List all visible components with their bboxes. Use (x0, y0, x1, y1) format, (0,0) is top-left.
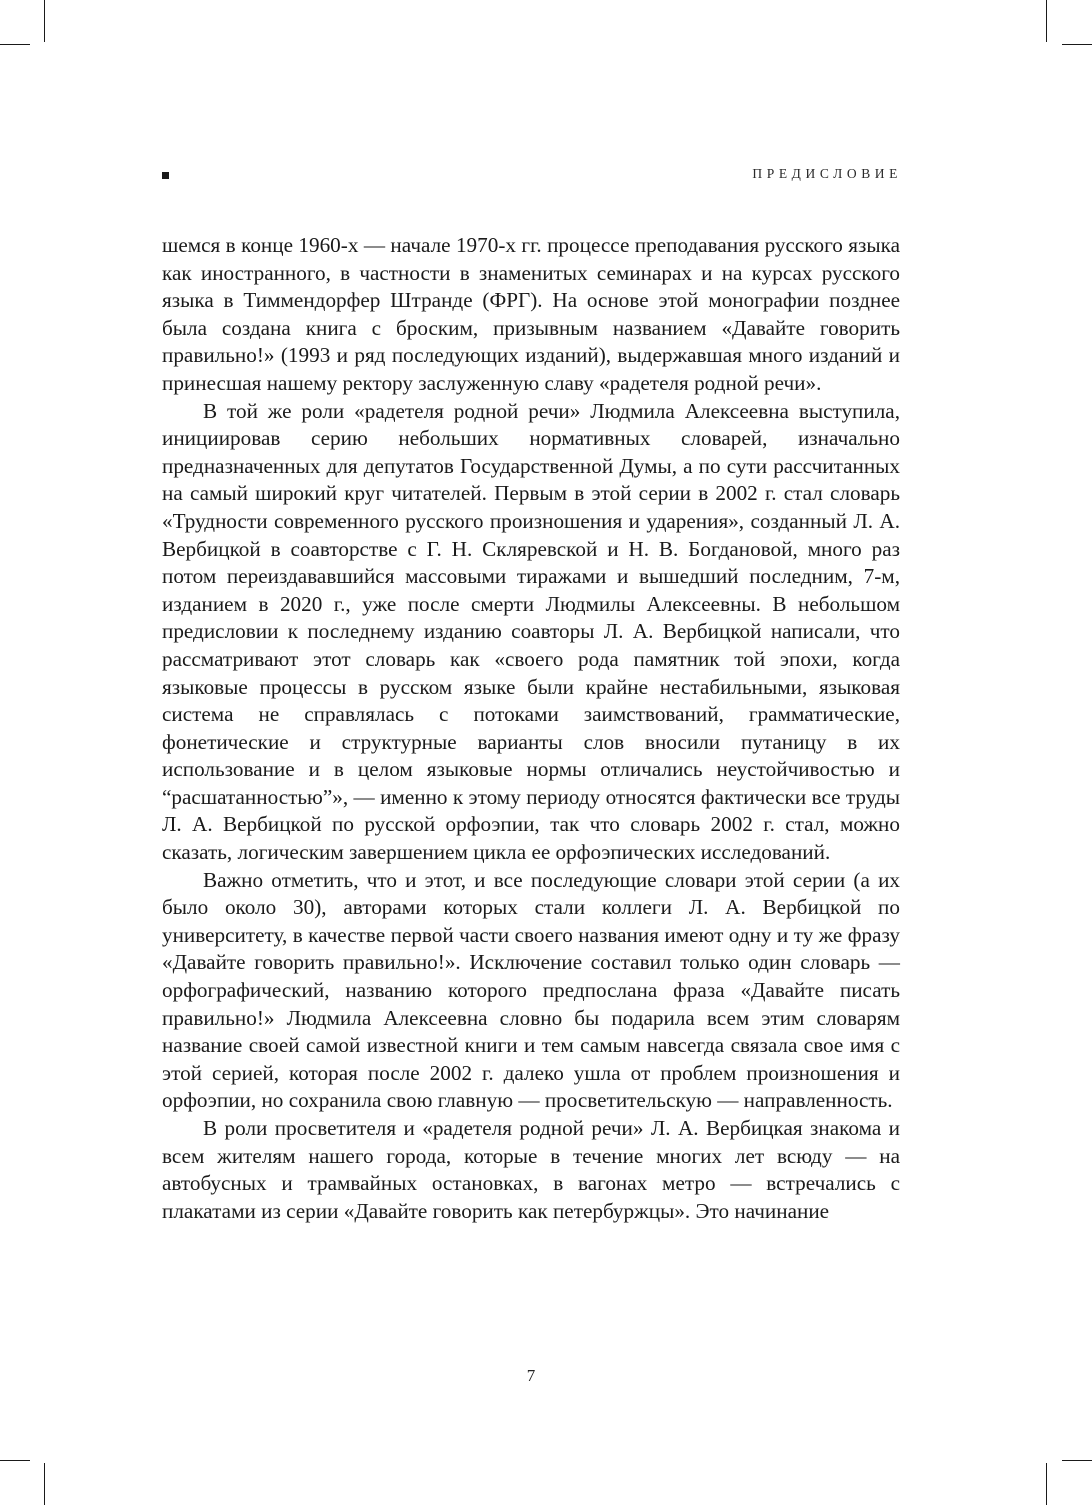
paragraph-3: Важно отметить, что и этот, и все последующие словари этой серии (а их было около 30), авторами которых стали коллеги Л. А. Вербицкой по университету, в качестве первой части своего названия имеют одну и ту же фразу «Давайте говорить правильно!». Исключение составил только один словарь — орфографический, названию которого предпослана фраза «Давайте писать правильно!» Людмила Алексеевна словно бы подарила всем этим словарям название своей самой известной книги и тем самым навсегда связала свое имя с этой серией, которая после 2002 г. далеко ушла от проблем произношения и орфоэпии, но сохранила свою главную — просветительскую — направленность. (162, 867, 900, 1113)
crop-mark-top-left (44, 0, 45, 42)
paragraph-2: В той же роли «радетеля родной речи» Людмила Алексеевна выступила, инициировав серию небольших нормативных словарей, изначально предназначенных для депутатов Государственной Думы, а по сути рассчитанных на самый широкий круг читателей. Первым в этой серии в 2002 г. стал словарь «Трудности современного русского произношения и ударения», созданный Л. А. Вербицкой в соавторстве с Г. Н. Скляревской и Н. В. Богдановой, много раз потом переиздававшийся массовыми тиражами и вышедший последним, 7-м, изданием в 2020 г., уже после смерти Людмилы Алексеевны. В небольшом предисловии к последнему изданию соавторы Л. А. Вербицкой написали, что рассматривают этот словарь как «своего рода памятник той эпохи, когда языковые процессы в русском языке были крайне нестабильными, языковая система не справлялась с потоками заимствований, грамматические, фонетические и структурные варианты слов вносили путаницу в их использование и в целом языковые нормы отличались неустойчивостью и “расшатанностью”», — именно к этому периоду относятся фактически все труды Л. А. Вербицкой по русской орфоэпии, так что словарь 2002 г. стал, можно сказать, логическим завершением цикла ее орфоэпических исследований. (162, 398, 900, 865)
crop-mark-top-right (1046, 0, 1047, 42)
paragraph-1: шемся в конце 1960-х — начале 1970-х гг. процессе преподавания русского языка как иностранного, в частности в знаменитых семинарах и на курсах русского языка в Тиммендорфер Штранде (ФРГ). На основе этой монографии позднее была создана книга с броским, призывным названием «Давайте говорить правильно!» (1993 и ряд последующих изданий), выдержавшая много изданий и принесшая нашему ректору заслуженную славу «радетеля родной речи». (162, 233, 900, 395)
paragraph-4: В роли просветителя и «радетеля родной речи» Л. А. Вербицкая знакома и всем жителям нашего города, которые в течение многих лет всюду — на автобусных и трамвайных остановках, в вагонах метро — встречались с плакатами из серии «Давайте говорить как петербуржцы». Это начинание (162, 1116, 900, 1223)
crop-mark-top-left-h (0, 44, 30, 45)
crop-mark-bottom-left (44, 1463, 45, 1505)
crop-mark-top-right-h (1062, 44, 1092, 45)
body-text (162, 232, 900, 1225)
header-square-marker (162, 172, 169, 179)
crop-mark-bottom-right-h (1062, 1460, 1092, 1461)
running-head-title: ПРЕДИСЛОВИЕ (752, 166, 902, 181)
page-number: 7 (526, 1366, 536, 1385)
crop-mark-bottom-left-h (0, 1460, 30, 1461)
crop-mark-bottom-right (1046, 1463, 1047, 1505)
